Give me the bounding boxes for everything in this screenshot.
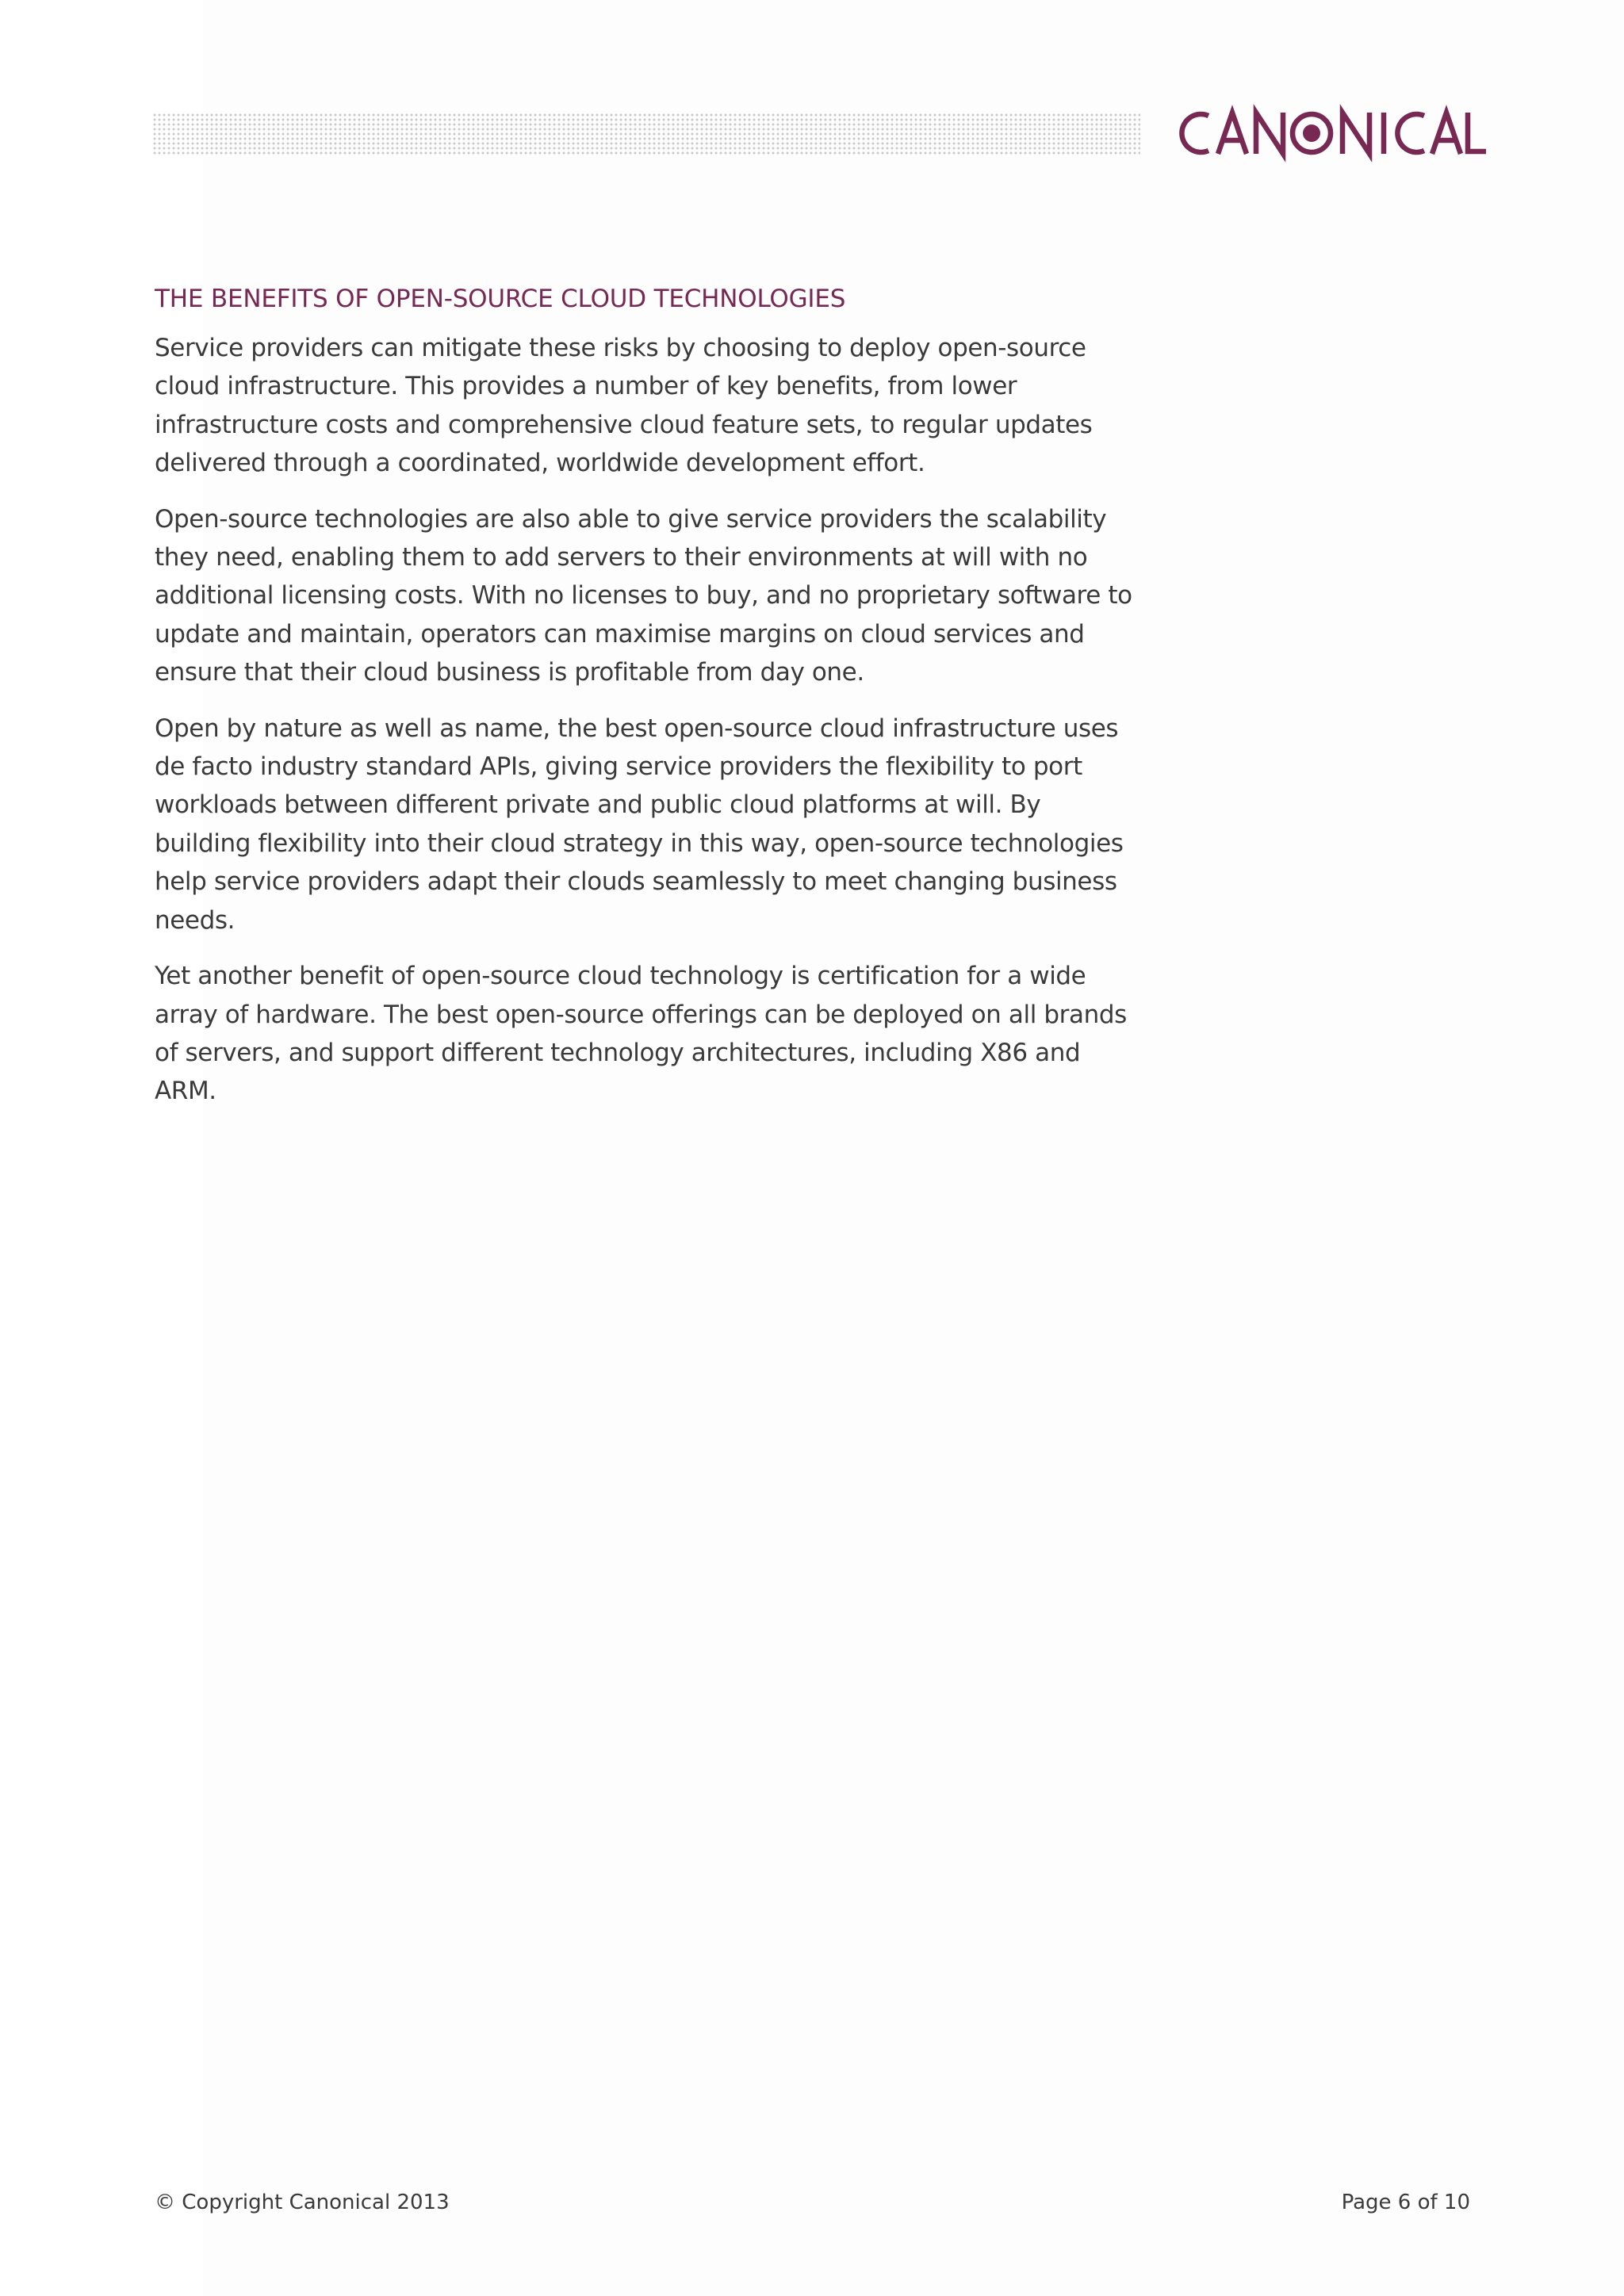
section-title: THE BENEFITS OF OPEN-SOURCE CLOUD TECHNOLOGIES (155, 285, 846, 313)
footer-page-number: Page 6 of 10 (1341, 2191, 1470, 2214)
paragraph-3: Open by nature as well as name, the best open-source cloud infrastructure uses de facto industry standard APIs, giving service providers the flexibility to port workloads between different private and public cloud platforms at will. By building flexibility into their cloud strategy in this way, open-source technologies help service providers adapt their clouds seamlessly to meet changing business needs. (155, 714, 1124, 935)
canonical-logo (1177, 101, 1488, 165)
footer-copyright: © Copyright Canonical 2013 (155, 2191, 450, 2214)
paragraph-4: Yet another benefit of open-source cloud technology is certification for a wide array of hardware. The best open-source offerings can be deployed on all brands of servers, and support different technology architectures, including X86 and ARM. (155, 962, 1127, 1106)
paragraph-1: Service providers can mitigate these risks by choosing to deploy open-source cloud infrastructure. This provides a number of key benefits, from lower infrastructure costs and comprehensive cloud feature sets, to regular updates delivered through a coordinated, worldwide development effort. (155, 334, 1093, 478)
canonical-logo-image (1177, 101, 1488, 165)
document-body (155, 281, 1142, 1128)
header-dot-pattern (152, 113, 1140, 156)
paragraph-2: Open-source technologies are also able to give service providers the scalability they need, enabling them to add servers to their environments at will with no additional licensing costs. With no licenses to buy, and no proprietary software to update and maintain, operators can maximise margins on cloud services and ensure that their cloud business is profitable from day one. (155, 504, 1132, 687)
